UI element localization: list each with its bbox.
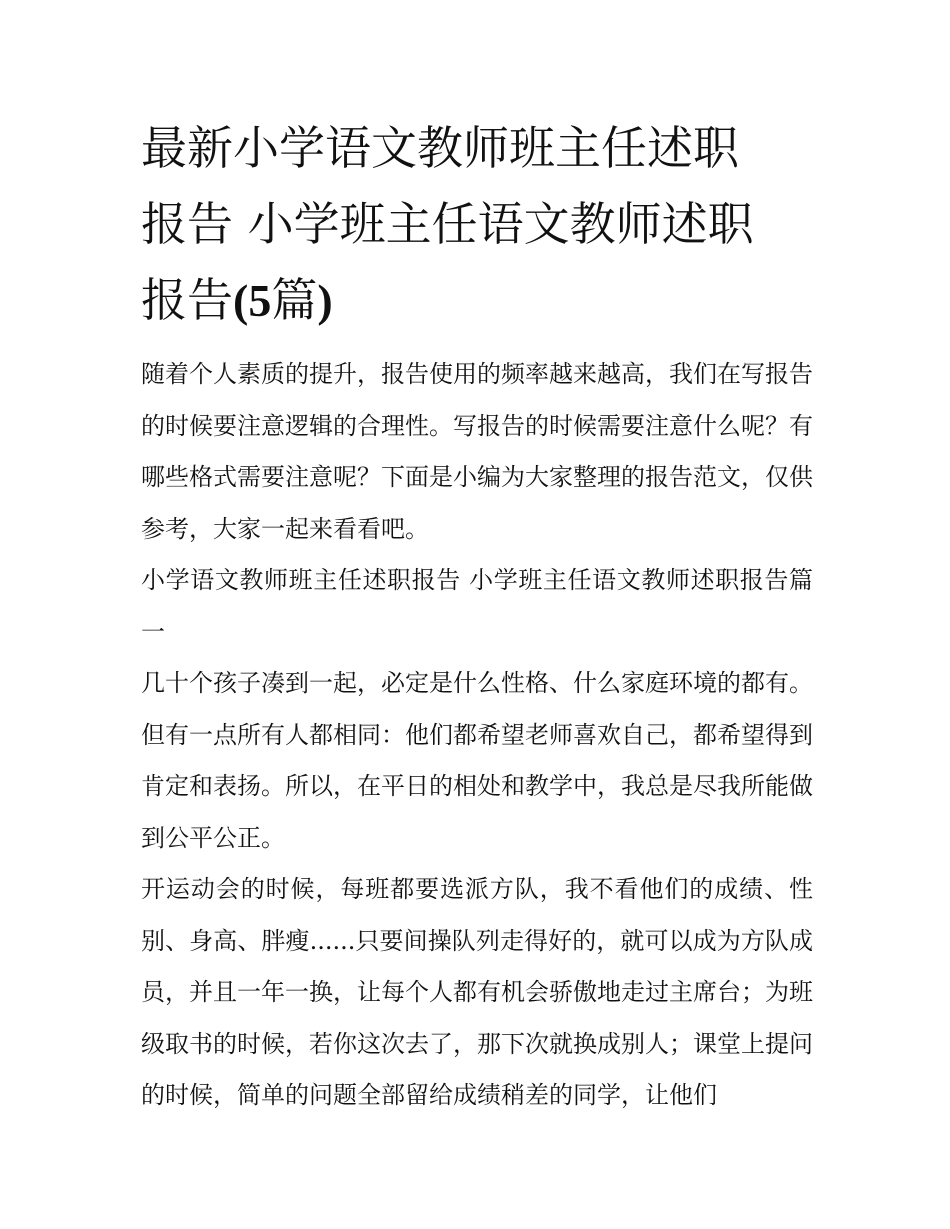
title-line-2: 报告 小学班主任语文教师述职 [141,197,754,251]
title-line-3-count: (5 [233,275,272,326]
body-paragraph-2: 开运动会的时候，每班都要选派方队，我不看他们的成绩、性别、身高、胖瘦......只要间操队列走得好的，就可以成为方队成员，并且一年一换，让每个人都有机会骄傲地走过主席台；为班级取书的时候，若你这次去了，那下次就换成别人；课堂上提问的时候，简单的问题全部留给成绩稍差的同学，让他们 [141,875,813,1109]
title-line-1: 最新小学语文教师班主任述职 [141,121,739,175]
title-line-3-close: ) [317,275,333,326]
title-line-3-prefix: 报告 [141,273,233,327]
document-title [141,110,813,339]
intro-paragraph: 随着个人素质的提升，报告使用的频率越来越高，我们在写报告的时候要注意逻辑的合理性。写报告的时候需要注意什么呢？有哪些格式需要注意呢？下面是小编为大家整理的报告范文，仅供参考，大家一起来看看吧。 [141,360,813,543]
body-paragraph-1: 几十个孩子凑到一起，必定是什么性格、什么家庭环境的都有。但有一点所有人都相同：他们都希望老师喜欢自己，都希望得到肯定和表扬。所以，在平日的相处和教学中，我总是尽我所能做到公平公正。 [141,669,813,852]
document-content [141,110,813,1122]
section-heading: 小学语文教师班主任述职报告 小学班主任语文教师述职报告篇一 [141,566,813,646]
title-line-3-unit: 篇 [271,273,318,327]
